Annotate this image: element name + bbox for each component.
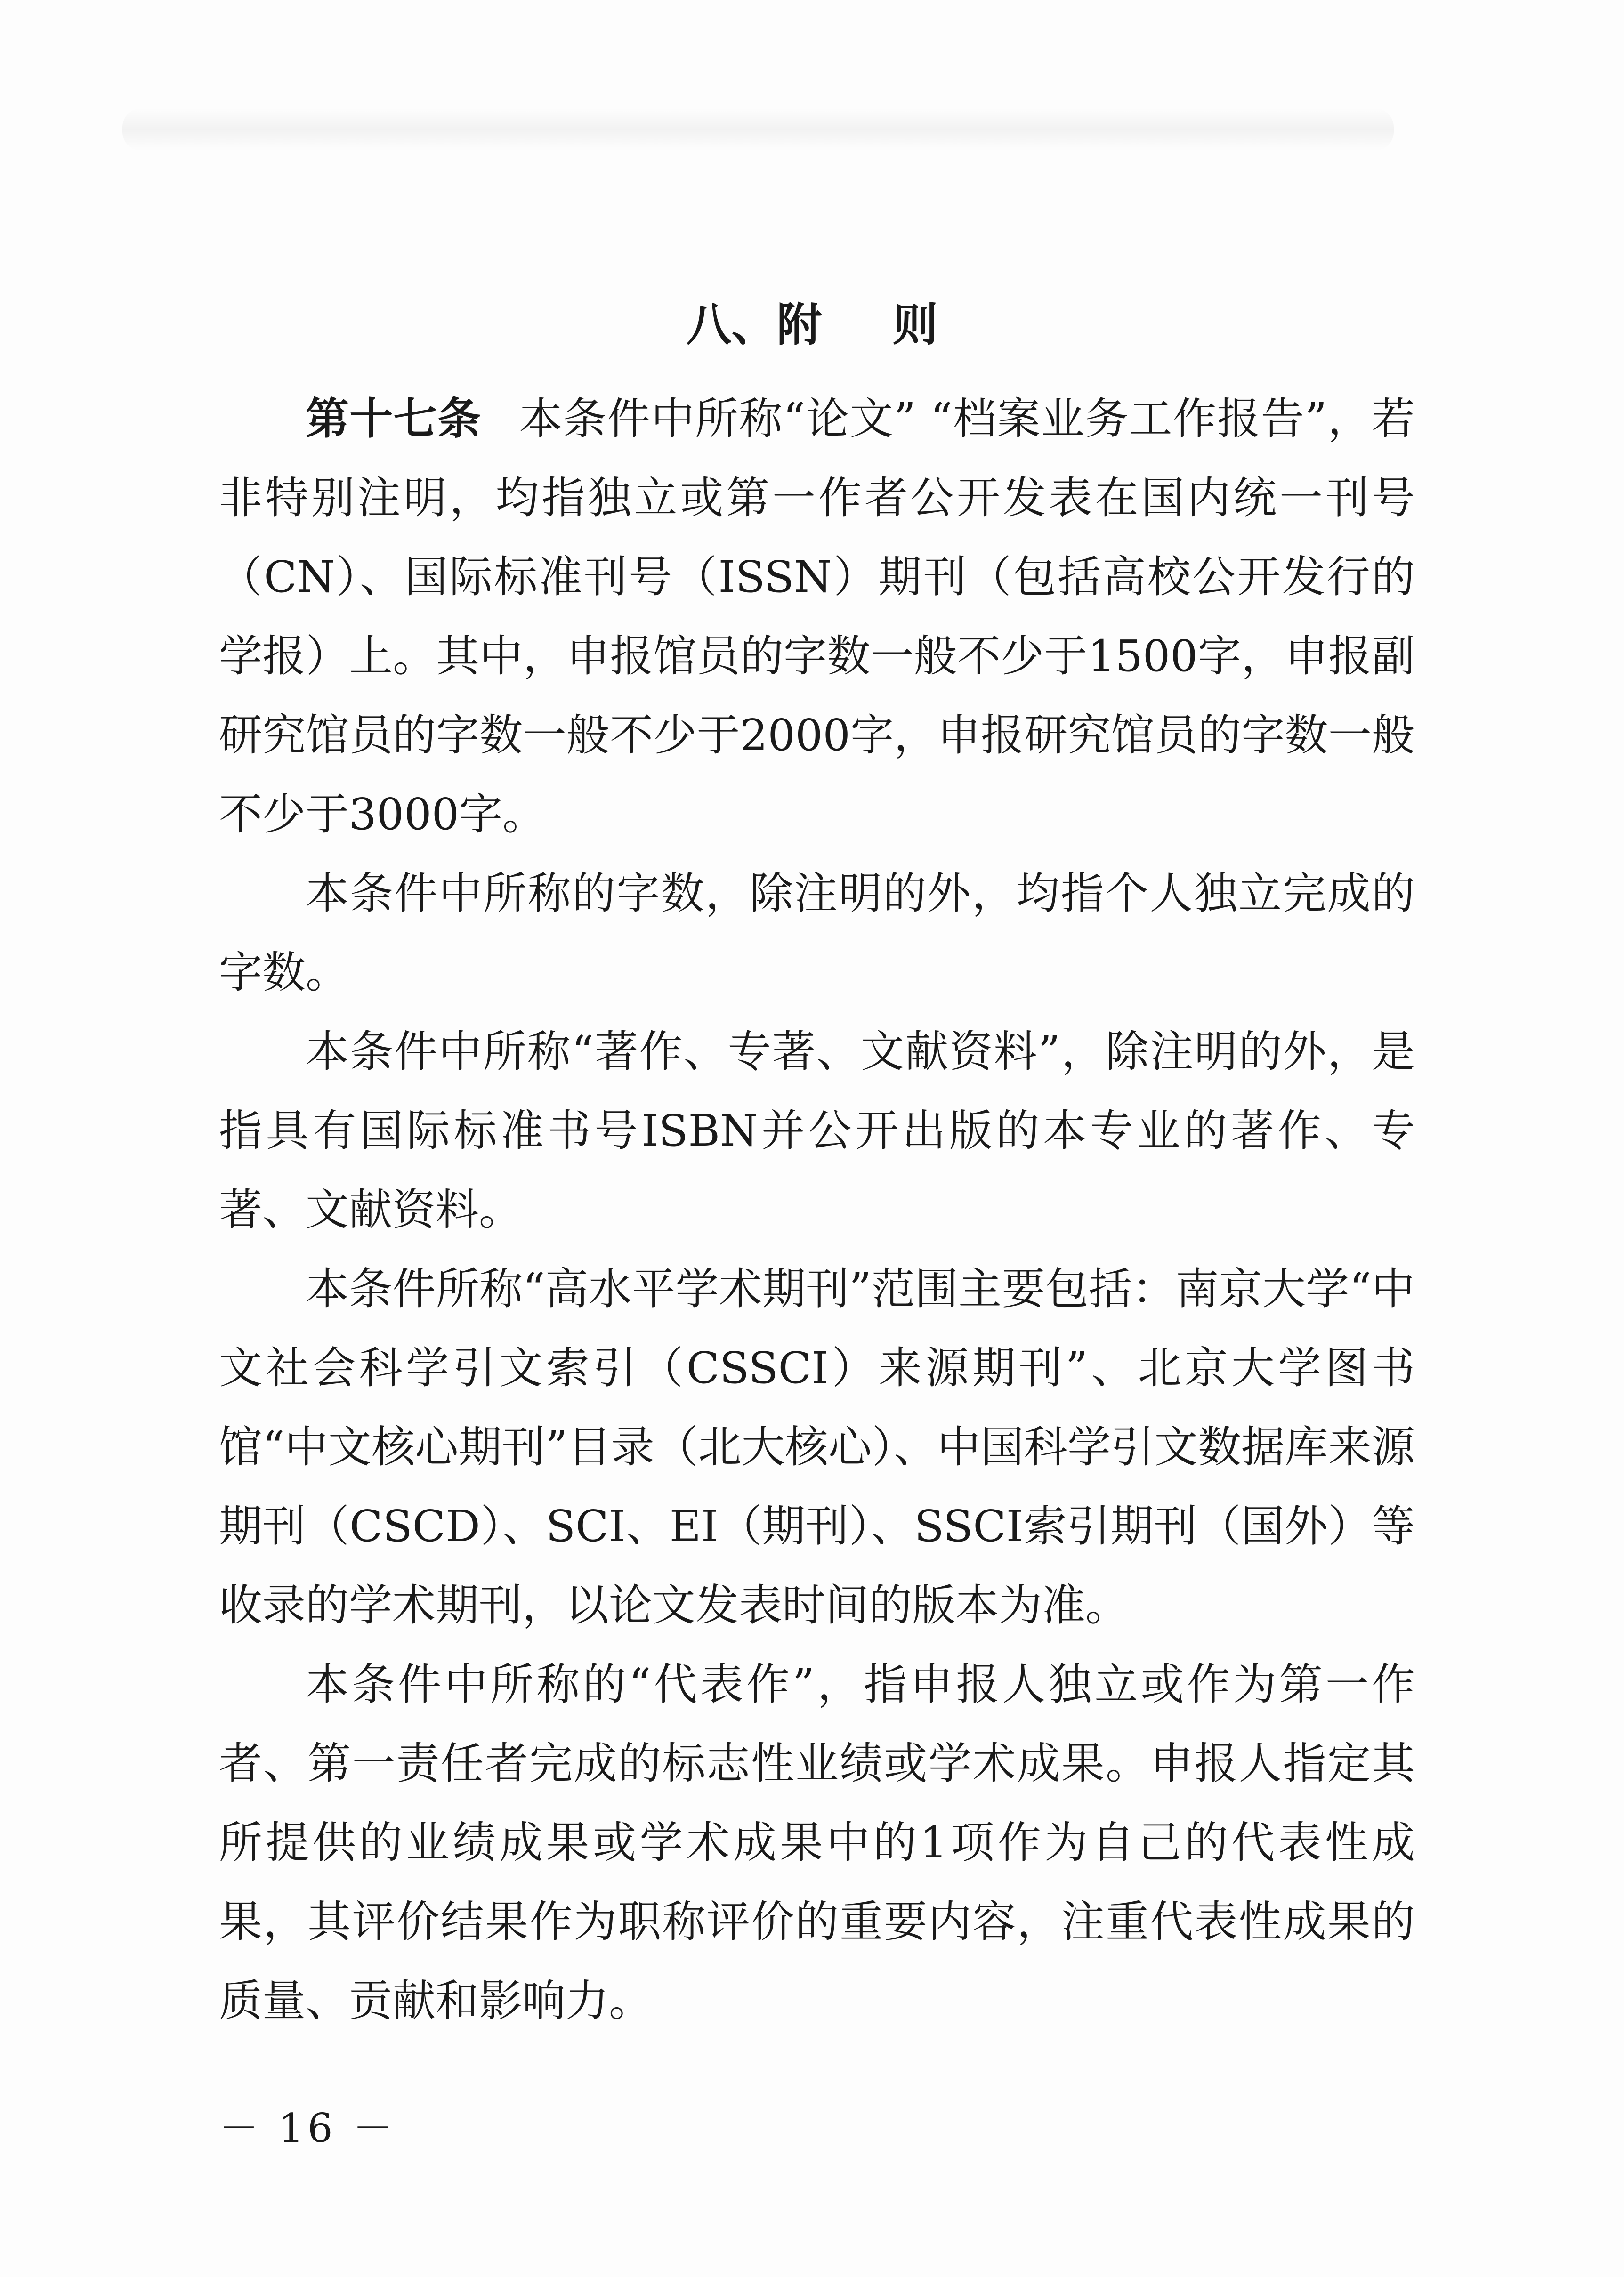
article-label: 第十七条 xyxy=(306,393,482,444)
section-heading-part2: 则 xyxy=(892,298,938,351)
paragraph-word-count: 本条件中所称的字数，除注明的外，均指个人独立完成的字数。 xyxy=(219,868,1415,998)
article-text: 本条件中所称“论文” “档案业务工作报告”，若非特别注明，均指独立或第一作者公开发表在国内统一刊号（CN）、国际标准刊号（ISSN）期刊（包括高校公开发行的学报）上。其中，申报馆员的字数一般不少于1500字，申报副研究馆员的字数一般不少于2000字，申报研究馆员的字数一般不少于3000字。 xyxy=(219,394,1415,840)
paragraph-publications: 本条件中所称“著作、专著、文献资料”，除注明的外，是指具有国际标准书号ISBN并公开出版的本专业的著作、专著、文献资料。 xyxy=(219,1026,1415,1235)
section-heading xyxy=(0,292,1624,358)
article-paragraph xyxy=(219,379,1415,854)
page-number: － 16 － xyxy=(219,2105,396,2151)
scan-shadow xyxy=(122,108,1394,151)
section-heading-part1: 八、附 xyxy=(686,298,822,351)
document-body xyxy=(219,379,1415,2041)
paragraph-journals: 本条件所称“高水平学术期刊”范围主要包括：南京大学“中文社会科学引文索引（CSSCI）来源期刊”、北京大学图书馆“中文核心期刊”目录（北大核心）、中国科学引文数据库来源期刊（CSCD）、SCI、EI（期刊）、SSCI索引期刊（国外）等收录的学术期刊，以论文发表时间的版本为准。 xyxy=(219,1264,1415,1631)
paragraph-representative-work: 本条件中所称的“代表作”，指申报人独立或作为第一作者、第一责任者完成的标志性业绩或学术成果。申报人指定其所提供的业绩成果或学术成果中的1项作为自己的代表性成果，其评价结果作为职称评价的重要内容，注重代表性成果的质量、贡献和影响力。 xyxy=(219,1659,1415,2026)
